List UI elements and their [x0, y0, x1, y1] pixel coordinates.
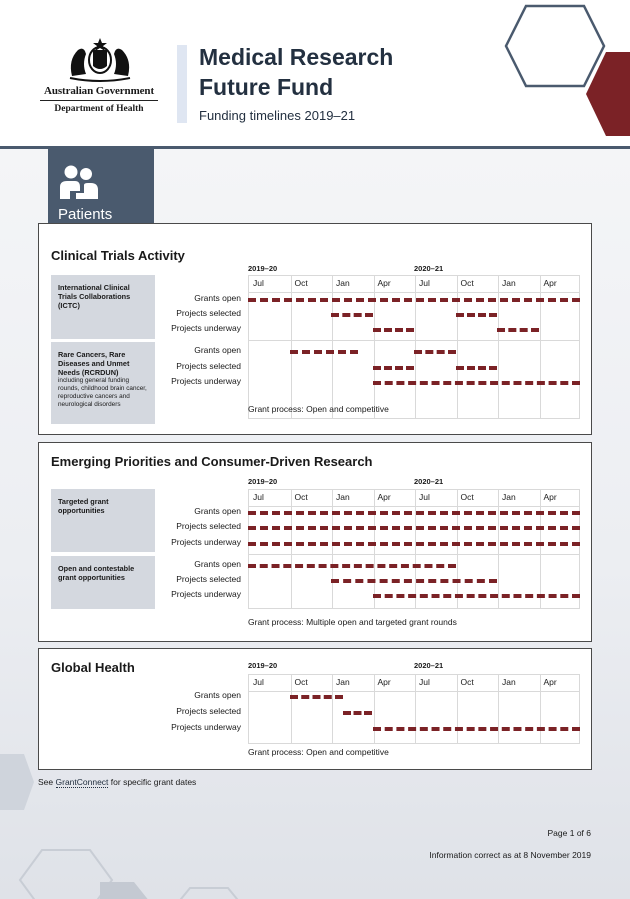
timeline-grid: [248, 674, 580, 744]
timeline-bar: [456, 366, 498, 370]
timeline-row-label: Projects selected: [176, 521, 241, 531]
timeline-grid: [248, 275, 580, 419]
timeline-row-label: Projects underway: [171, 589, 241, 599]
quarter-label: Oct: [460, 278, 474, 288]
people-icon: [58, 163, 100, 203]
timeline-row-label: Grants open: [194, 559, 241, 569]
coat-of-arms-icon: [60, 36, 140, 84]
program-name: Open and contestable grant opportunities: [58, 564, 135, 583]
quarter-label: Jul: [253, 677, 264, 687]
section-emerging-priorities: [38, 442, 592, 642]
quarter-label: Oct: [460, 677, 474, 687]
timeline-row-label: Grants open: [194, 293, 241, 303]
page-subtitle: Funding timelines 2019–21: [199, 108, 356, 123]
grid-line: [415, 675, 416, 743]
tab-label: Patients: [58, 206, 113, 223]
timeline-bar: [331, 579, 497, 583]
fiscal-year-label: 2019–20: [248, 661, 278, 670]
quarter-label: Jul: [253, 492, 264, 502]
title-line-1: Medical Research: [199, 44, 394, 70]
timeline-bar: [248, 564, 456, 568]
section-clinical-trials: [38, 223, 592, 435]
program-name: Rare Cancers, Rare Diseases and Unmet Needs (RCRDUN): [58, 350, 130, 378]
program-label: [51, 556, 155, 609]
timeline-row-label: Projects selected: [176, 706, 241, 716]
timeline-row-label: Projects selected: [176, 574, 241, 584]
group-divider: [249, 340, 579, 341]
grantconnect-note: [38, 777, 196, 787]
program-label: [51, 342, 155, 424]
government-name: Australian Government: [43, 85, 155, 97]
grid-line: [332, 490, 333, 608]
timeline-grid: [248, 489, 580, 609]
program-label: [51, 489, 155, 552]
title-line-2: Future Fund: [199, 74, 334, 100]
fiscal-year-label: 2020–21: [414, 477, 444, 486]
grid-line: [249, 691, 579, 692]
quarter-label: Oct: [460, 492, 474, 502]
quarter-label: Apr: [543, 492, 557, 502]
timeline-row-label: Grants open: [194, 506, 241, 516]
grant-process-note: Grant process: Open and competitive: [248, 404, 389, 414]
grid-line: [540, 675, 541, 743]
quarter-label: Apr: [377, 278, 391, 288]
quarter-label: Jul: [419, 278, 430, 288]
title-accent-bar: [177, 45, 187, 123]
section-title: Clinical Trials Activity: [51, 248, 185, 263]
grid-line: [498, 490, 499, 608]
grid-line: [457, 490, 458, 608]
quarter-label: Apr: [543, 278, 557, 288]
quarter-label: Jan: [336, 677, 350, 687]
timeline-bar: [290, 695, 344, 699]
section-global-health: [38, 648, 592, 770]
grid-line: [374, 490, 375, 608]
grid-line: [291, 675, 292, 743]
quarter-label: Oct: [294, 492, 308, 502]
program-label: [51, 275, 155, 339]
timeline-bar: [456, 313, 498, 317]
timeline-bar: [248, 526, 580, 530]
grid-line: [249, 506, 579, 507]
grid-line: [249, 292, 579, 293]
timeline-bar: [373, 727, 581, 731]
timeline-bar: [248, 298, 580, 302]
grantconnect-link[interactable]: GrantConnect: [55, 777, 109, 787]
department-name: Department of Health: [54, 104, 144, 114]
quarter-label: Jul: [419, 677, 430, 687]
grid-line: [457, 675, 458, 743]
grid-line: [540, 490, 541, 608]
grid-line: [498, 675, 499, 743]
divider: [40, 100, 158, 101]
grid-line: [291, 490, 292, 608]
quarter-label: Oct: [294, 278, 308, 288]
timeline-row-label: Grants open: [194, 690, 241, 700]
fiscal-year-label: 2020–21: [414, 264, 444, 273]
quarter-label: Apr: [543, 677, 557, 687]
program-name: Targeted grant opportunities: [58, 497, 109, 516]
see-suffix: for specific grant dates: [108, 777, 197, 787]
timeline-bar: [331, 313, 373, 317]
timeline-bar: [373, 366, 415, 370]
timeline-row-label: Projects underway: [171, 376, 241, 386]
timeline-bar: [290, 350, 358, 354]
grid-line: [415, 490, 416, 608]
page-number: Page 1 of 6: [547, 828, 591, 838]
page-title: [199, 42, 393, 102]
timeline-row-label: Projects selected: [176, 361, 241, 371]
timeline-row-label: Projects selected: [176, 308, 241, 318]
grant-process-note: Grant process: Open and competitive: [248, 747, 389, 757]
group-divider: [249, 554, 579, 555]
quarter-label: Jan: [336, 278, 350, 288]
section-title: Global Health: [51, 660, 135, 675]
fiscal-year-label: 2020–21: [414, 661, 444, 670]
page-header: [0, 0, 630, 148]
timeline-bar: [497, 328, 539, 332]
grid-line: [332, 675, 333, 743]
timeline-bar: [414, 350, 456, 354]
timeline-bar: [373, 328, 415, 332]
quarter-label: Jan: [502, 492, 516, 502]
timeline-bar: [373, 594, 581, 598]
program-name: International Clinical Trials Collaborations (ICTC): [58, 283, 131, 311]
quarter-label: Jul: [253, 278, 264, 288]
hexagon-icon: [500, 0, 630, 146]
quarter-label: Jan: [336, 492, 350, 502]
timeline-bar: [343, 711, 372, 715]
quarter-label: Jul: [419, 492, 430, 502]
program-description: including general funding rounds, childhood brain cancer, reproductive cancers and neurological disorders: [58, 377, 147, 409]
timeline-bar: [248, 542, 580, 546]
timeline-row-label: Projects underway: [171, 537, 241, 547]
quarter-label: Oct: [294, 677, 308, 687]
fiscal-year-label: 2019–20: [248, 264, 278, 273]
timeline-bar: [373, 381, 581, 385]
quarter-label: Apr: [377, 492, 391, 502]
quarter-label: Jan: [502, 278, 516, 288]
timeline-row-label: Grants open: [194, 345, 241, 355]
quarter-label: Apr: [377, 677, 391, 687]
grant-process-note: Grant process: Multiple open and targeted grant rounds: [248, 617, 457, 627]
timeline-row-label: Projects underway: [171, 323, 241, 333]
see-prefix: See: [38, 777, 56, 787]
timeline-bar: [248, 511, 580, 515]
fiscal-year-label: 2019–20: [248, 477, 278, 486]
grid-line: [374, 675, 375, 743]
section-title: Emerging Priorities and Consumer-Driven Research: [51, 454, 373, 469]
information-date: Information correct as at 8 November 2019: [429, 850, 591, 860]
timeline-row-label: Projects underway: [171, 722, 241, 732]
quarter-label: Jan: [502, 677, 516, 687]
